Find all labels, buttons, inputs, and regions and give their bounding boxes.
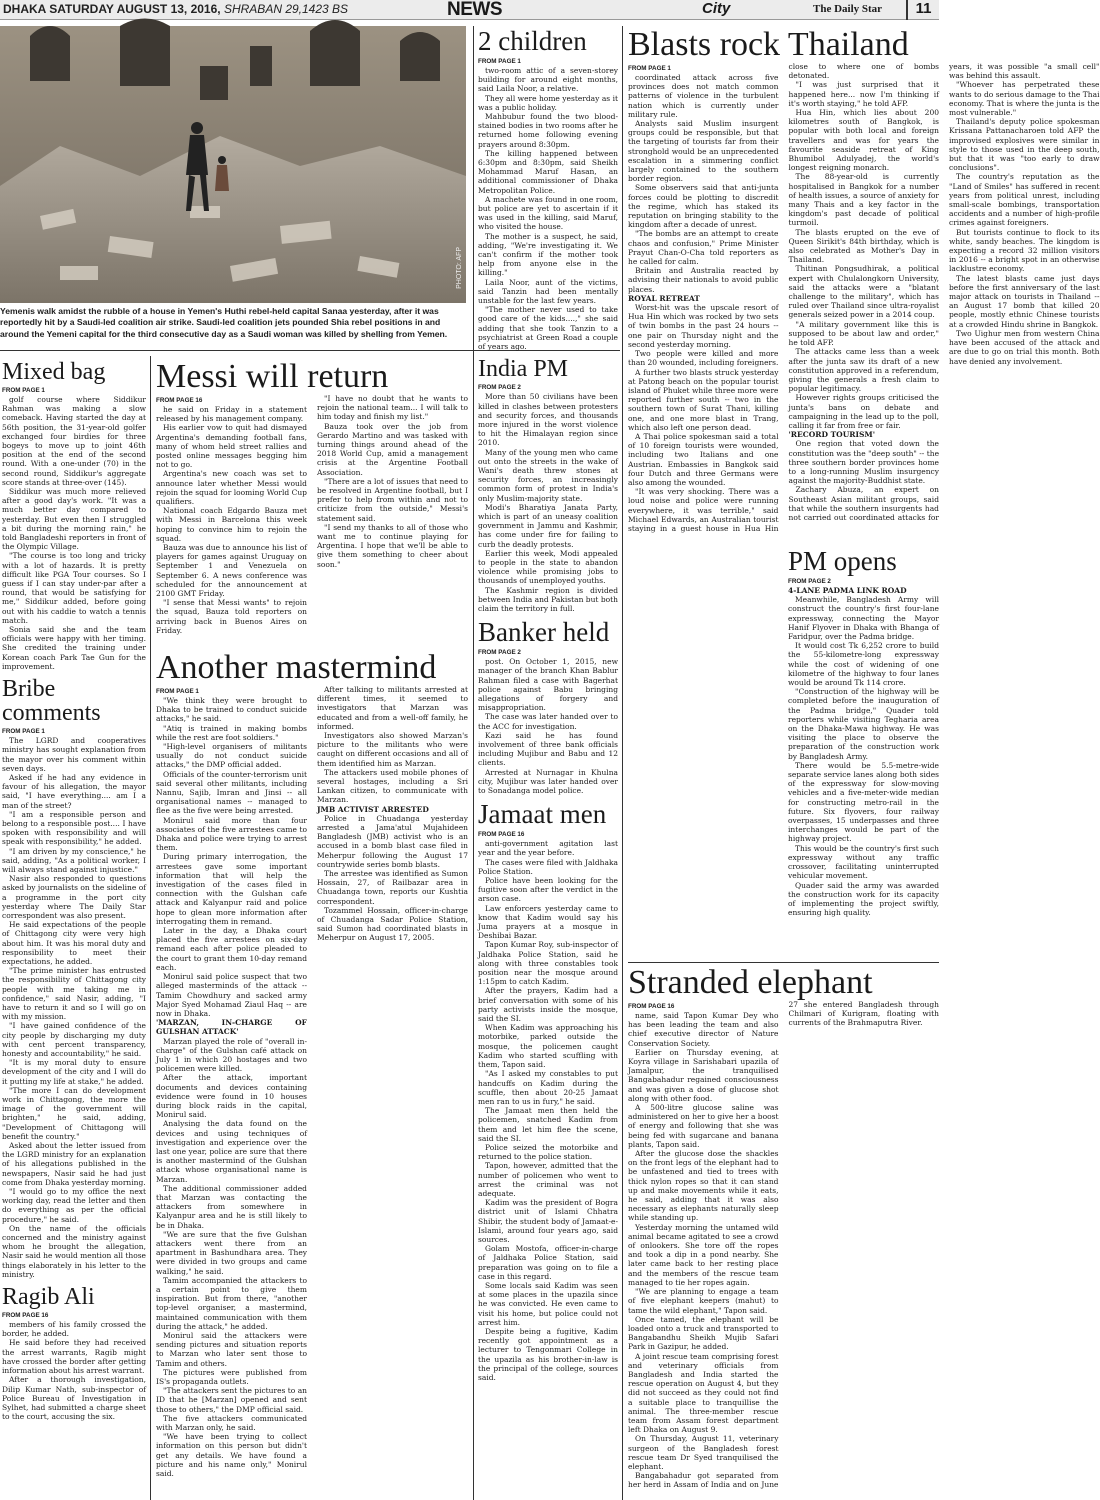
story-body	[2, 736, 146, 1279]
paragraph: "The course is too long and tricky with a lot of hazards. It is pretty difficult like PGA Tour courses. So I guess if I can stay under-par after a round, that would be satisfying for me," Siddikur added, before going out with his caddie to watch a tennis match.	[2, 551, 146, 625]
paragraph: Argentina's new coach was set to announce later whether Messi would rejoin the squad for looming World Cup qualifiers.	[156, 469, 307, 507]
story-body	[478, 657, 618, 795]
jump-label: FROM PAGE 1	[628, 65, 671, 72]
paragraph: Tozammel Hossain, officer-in-charge of Chuadanga Sadar Police Station, said Sumon had coordinated blasts in Meherpur on August 17, 2005.	[317, 905, 468, 943]
paragraph: "We think they were brought to Dhaka to be trained to conduct suicide attacks," he said.	[156, 696, 307, 724]
paragraph: After talking to militants arrested at different times, it seemed to investigators that Marzan was educated and from a well-off family, he informed.	[317, 685, 468, 731]
story-body	[156, 394, 468, 640]
paragraph: Earlier on Thursday evening, at Koyra village in Sarishabari upazila of Jamalpur, the tranquilised Bangabahadur regained consciousness and was given a dose of glucose shot along with other food.	[628, 1047, 779, 1103]
paragraph: Many of the young men who came out onto the streets in the wake of Wani's death threw stones at security forces, an increasingly common form of protest in India's only Muslim-majority state.	[478, 447, 618, 503]
story-blasts-rock-thailand	[628, 26, 1100, 544]
paragraph: Police seized the motorbike and returned to the police station.	[478, 1142, 618, 1162]
paragraph: Nasir also responded to questions asked by journalists on the sideline of a programme in the port city yesterday where The Daily Star correspondent was also present.	[2, 874, 146, 920]
paragraph: The case was later handed over to the ACC for investigation.	[478, 712, 618, 731]
paragraph: Analysts said Muslim insurgent groups could be responsible, but that the targeting of tourists far from their stronghold would be an unprecedented escalation in a simmering conflict largely contained to the southern border region.	[628, 119, 779, 184]
paragraph: The attacks came less than a week after the junta saw its draft of a new constitution approved in a referendum, giving the generals a fresh claim to popular legitimacy.	[788, 347, 939, 394]
paragraph: "The more I can do development work in Chittagong, the more the image of the government will brighten," he said, adding, "Development of Chittagong will benefit the country."	[2, 1085, 146, 1141]
paragraph: The latest blasts came just days before the first anniversary of the last major attack on tourists in Thailand -- an August 17 bomb that killed 20 people, mostly ethnic Chinese tourists at a crowded Hindu shrine in Bangkok.	[949, 273, 1100, 329]
story-body	[788, 586, 939, 917]
paragraph: Britain and Australia reacted by advising their nationals to avoid public places.	[628, 266, 779, 294]
paragraph: There would be 5.5-metre-wide separate service lanes along both sides of the expressway for slow-moving vehicles and a five-meter-wide median for constructing metro-rail in the future. Six flyovers, four railway overpasses, 15 underpasses and three interchanges would be part of the highway project.	[788, 760, 939, 844]
story-mixed-bag	[2, 360, 146, 671]
story-banker-held	[478, 619, 618, 795]
paragraph: he said on Friday in a statement released by his management company.	[156, 405, 307, 424]
paragraph: ROYAL RETREAT	[628, 293, 700, 303]
paragraph: Two Uighur men from western China have been accused of the attack and are due to go on trial this month. Both have denied any involvement.	[949, 328, 1100, 366]
story-india-pm	[478, 357, 618, 613]
paragraph: Kazi said he has found involvement of three bank officials including Mujibur and Babu and 12 clients.	[478, 730, 618, 768]
paragraph: golf course where Siddikur Rahman was making a slow comeback. Having started the day at 56th position, the 31-year-old golfer exchanged four birdies for three bogeys to move up to joint 46th position at the end of the second round. With a one-under (70) in the second round, Siddikur's aggregate score stands at three-over (145).	[2, 395, 146, 487]
story-another-mastermind	[156, 651, 468, 1500]
paragraph: "We are sure that the five Gulshan attackers went there from an apartment in Bashundhara area. They were divided in two groups and came walking," he said.	[156, 1229, 307, 1276]
paragraph: The five attackers communicated with Marzan only, he said.	[156, 1413, 307, 1433]
paragraph: During primary interrogation, the arrestees gave some important information that will help the investigation of the cases filed in connection with the Gulshan cafe attack and Kalyanpur raid and police hope to glean more information after interrogating them in remand.	[156, 852, 307, 926]
paragraph: The mother is a suspect, he said, adding, "We're investigating it. We can't confirm if the mother took help from anyone else in the killing."	[478, 231, 618, 278]
paragraph: Tamim accompanied the attackers to a certain point to give them inspiration. But from there, "another top-level organiser, a mastermind, maintained communication with them during the attack," he added.	[156, 1275, 307, 1331]
paragraph: Police in Chuadanga yesterday arrested a Jama'atul Mujahideen Bangladesh (JMB) activist who is an accused in a bomb blast case filed in Meherpur following the August 17 countrywide series bomb blasts.	[317, 813, 468, 869]
headline: Mixed bag	[2, 359, 106, 385]
story-pm-opens	[788, 548, 939, 960]
story-messi	[156, 360, 468, 646]
paragraph: "I would go to my office the next working day, read the letter and then do everything as per the official procedure," he said.	[2, 1187, 146, 1224]
paragraph: After the glucose dose the shackles on the front legs of the elephant had to be unfastened and tied to trees with thick nylon ropes so that it can stand up and make movements while it eats, he said, adding that it was also necessary as elephants naturally sleep while standing up.	[628, 1149, 779, 1223]
paragraph: Some observers said that anti-junta forces could be plotting to discredit the regime, which has staked its reputation on bringing stability to the kingdom after a decade of unrest.	[628, 183, 779, 230]
paragraph: "As I asked my constables to put handcuffs on Kadim during the scuffle, then about 20-25 Jamaat men ran to us in fury," he said.	[478, 1069, 618, 1106]
divider	[622, 26, 623, 1500]
headline: Banker held	[478, 617, 610, 648]
paragraph: "The bombs are an attempt to create chaos and confusion," Prime Minister Prayut Chan-O-Cha told reporters as he called for calm.	[628, 229, 779, 267]
story-body	[2, 1320, 146, 1421]
paragraph: Tapon, however, admitted that the number of policemen who went to arrest the criminal was not adequate.	[478, 1161, 618, 1198]
paragraph: "I have no doubt that he wants to rejoin the national team... I will talk to him today and finish my list."	[317, 394, 468, 422]
paragraph: "Construction of the highway will be completed before the inauguration of the Padma bridge," Quader told reporters while visiting Tegharia area on the Dhaka-Mawa highway. He was visiting the place to observe the preparation of the construction work by Bangladesh Army.	[788, 687, 939, 761]
paragraph: Bauza took over the job from Gerardo Martino and was tasked with turning things around ahead of the 2018 World Cup, amid a management crisis at the Argentine Football Association.	[317, 421, 468, 477]
paragraph: A 500-litre glucose saline was administered on her to give her a boost of energy and following that she was being fed with sugarcane and banana plants, Tapon said.	[628, 1103, 779, 1149]
paragraph: Worst-hit was the upscale resort of Hua Hin which was rocked by two sets of twin bombs in the past 24 hours -- one pair on Thursday night and the second yesterday morning.	[628, 303, 779, 349]
paragraph: Kadim was the president of Bogra district unit of Islami Chhatra Shibir, the student body of Jamaat-e-Islami, around four years ago, said sources.	[478, 1198, 618, 1244]
paragraph: "High-level organisers of militants usually do not conduct suicide attacks," the DMP official added.	[156, 742, 307, 770]
issue-date: DHAKA SATURDAY AUGUST 13, 2016, SHRABAN 29,1423 BS	[3, 2, 349, 16]
paragraph: "It was very shocking. There was a loud noise and police were running everywhere, it was terrible," said Michael Edwards, an Australian tourist staying in a guest house in Hua Hin close to where one of bombs detonated.	[628, 62, 939, 533]
headline: Jamaat men	[478, 799, 607, 830]
paragraph: Two people were killed and more than 20 wounded, including foreigners.	[628, 349, 779, 368]
paragraph: "The mother never used to take good care of the kids....," she said adding that she took Tanzin to a psychiatrist at Green Road a couple of years ago.	[478, 305, 618, 352]
paragraph: Modi's Bharatiya Janata Party, which is part of an uneasy coalition government in Jammu and Kashmir, has come under fire for failing to curb the deadly protests.	[478, 502, 618, 549]
paragraph: A Thai police spokesman said a total of 10 foreign tourists were wounded, including two Italians and one Austrian. Embassies in Bangkok said four Dutch and three Germans were also among the wounded.	[628, 431, 779, 487]
headline: PM opens	[788, 546, 897, 576]
story-body	[628, 1000, 939, 1496]
jump-label: FROM PAGE 1	[2, 387, 45, 394]
paragraph: On the name of the officials concerned and the ministry against whom he brought the allegation, Nasir said he would mention all those things elaborately in his letter to the ministry.	[2, 1223, 146, 1279]
paragraph: members of his family crossed the border, he added.	[2, 1320, 146, 1339]
paragraph: After the prayers, Kadim had a brief conversation with some of his party activists inside the mosque, said the SI.	[478, 986, 618, 1024]
paragraph: A machete was found in one room, but police are yet to ascertain if it was used in the killing, said Maruf, who visited the house.	[478, 194, 618, 232]
paragraph: Law enforcers yesterday came to know that Kadim would say his Juma prayers at a mosque in Deshibai Bazar.	[478, 903, 618, 941]
paragraph: Hua Hin, which lies about 200 kilometres south of Bangkok, is popular with both local and foreign travellers and was for years the favourite seaside retreat of King Bhumibol Adulyadej, the world's longest reigning monarch.	[788, 108, 939, 173]
paragraph: coordinated attack across five provinces does not match common patterns of violence in the turbulent nation which is currently under military rule.	[628, 73, 779, 119]
paragraph: He said expectations of the people of Chittagong city were very high about him. It was his moral duty and responsibility to meet their expectations, he added.	[2, 920, 146, 966]
paragraph: name, said Tapon Kumar Dey who has been leading the team and also chief executive director of Nature Conservation Society.	[628, 1011, 779, 1048]
story-body	[156, 685, 468, 1493]
headline: 2 children	[478, 26, 587, 56]
story-body	[478, 839, 618, 1382]
paragraph: Yesterday morning the untamed wild animal became agitated to see a crowd of onlookers. She tore off the ropes and took a dip in a pond nearby. She later came back to her resting place and the members of the rescue team managed to tie her ropes again.	[628, 1222, 779, 1287]
paragraph: Asked about the letter issued from the LGRD ministry for an explanation of his allegations published in the newspapers, Nasir said he had just come from Dhaka yesterday morning.	[2, 1141, 146, 1187]
story-2-children	[478, 28, 618, 351]
paragraph: Tapon Kumar Roy, sub-inspector of Jaldhaka Police Station, said he along with three constables took position near the mosque around 1:15pm to catch Kadim.	[478, 940, 618, 987]
paragraph: Zachary Abuza, an expert on Southeast Asian militant groups, said that while the southern insurgents had not carried out coordinated attacks for years, it was possible "a small cell" was behind this assault.	[788, 62, 1100, 522]
divider	[473, 26, 474, 1500]
paragraph: Bauza was due to announce his list of players for games against Uruguay on September 1 and Venezuela on September 6. A news conference was scheduled for the announcement at 2100 GMT Friday.	[156, 543, 307, 599]
paragraph: Monirul said police suspect that two alleged masterminds of the attack -- Tamim Chowdhury and sacked army Major Syed Mohamad Ziaul Haq -- are now in Dhaka.	[156, 972, 307, 1018]
story-body	[2, 395, 146, 671]
paragraph: National coach Edgardo Bauza met with Messi in Barcelona this week hoping to convince him to rejoin the squad.	[156, 506, 307, 543]
paragraph: Golam Mostofa, officer-in-charge of Jaldhaka Police Station, said preparation was going on to file a case in this regard.	[478, 1244, 618, 1281]
paragraph: Arrested at Nurnagar in Khulna city, Mujibur was later handed over to Sonadanga model police.	[478, 767, 618, 796]
photo-caption: Yemenis walk amidst the rubble of a house in Yemen's Huthi rebel-held capital Sanaa yesterday, after it was reportedly hit by a Saudi-led coalition air strike. Saudi-led coalition jets pounded Shia rebel positions in and around the Yemeni capital for the third consecutive day as a Saudi woman was killed by shelling from Yemen.	[0, 306, 448, 339]
section-name: NEWS	[447, 0, 502, 20]
headline: Messi will return	[156, 358, 389, 395]
jump-label: FROM PAGE 16	[478, 831, 525, 839]
paragraph: Earlier this week, Modi appealed to people in the state to abandon violence while promising jobs to thousands of unemployed youths.	[478, 548, 618, 586]
paragraph: Once tamed, the elephant will be loaded onto a truck and transported to Bangabandhu Sheikh Mujib Safari Park in Gazipur, he added.	[628, 1314, 779, 1352]
paragraph: "It is my moral duty to ensure development of the city and I will do it putting my life at stake," he added.	[2, 1058, 146, 1086]
story-stranded-elephant	[628, 966, 939, 1500]
headline: Blasts rock Thailand	[628, 26, 909, 63]
paragraph: "I am a responsible person and belong to a responsible post.... I have spoken with responsibility and will speak with responsibility," he added.	[2, 809, 146, 847]
paragraph: Meanwhile, Bangladesh Army will construct the country's first four-lane expressway, connecting the Mayor Hanif Flyover in Dhaka with Bhanga of Faridpur, over the Padma bridge.	[788, 595, 939, 642]
paragraph: 'RECORD TOURISM'	[788, 430, 876, 440]
column-left	[2, 360, 146, 1500]
paragraph: Thitinan Pongsudhirak, a political expert with Chulalongkorn University, said the attacks were a "blatant challenge to the military", which has ruled over Thailand since ultra-royalist generals seized power in a 2014 coup.	[788, 264, 939, 320]
paragraph: Bangabahadur got separated from her herd in Assam of India and on June 27 she entered Bangladesh through Chilmari of Kurigram, floating with currents of the Brahmaputra River.	[628, 1000, 939, 1490]
jump-label: FROM PAGE 2	[788, 578, 831, 585]
paragraph: One region that voted down the constitution was the "deep south" -- the three southern border provinces home to a long-running Muslim insurgency against the majority-Buddhist state.	[788, 439, 940, 486]
paragraph: The LGRD and cooperatives ministry has sought explanation from the mayor over his comment within seven days.	[2, 736, 146, 773]
paragraph: Police have been looking for the fugitive soon after the verdict in the arson case.	[478, 876, 618, 904]
jump-label: FROM PAGE 16	[2, 1312, 49, 1320]
headline: Another mastermind	[156, 649, 437, 686]
photo-credit: PHOTO: AFP	[456, 247, 463, 289]
paragraph: "We have been trying to collect information on this person but didn't get any details. We have found a picture and his name only," Monirul said.	[156, 1432, 307, 1479]
paragraph: "I am driven by my conscience," he said, adding, "As a political worker, I will always stand against injustice."	[2, 846, 146, 874]
page-header	[0, 0, 939, 20]
paragraph: The blasts erupted on the eve of Queen Sirikit's 84th birthday, which is also celebrated as Mother's Day in Thailand.	[788, 227, 939, 265]
jump-label: FROM PAGE 16	[156, 397, 203, 404]
paragraph: Later in the day, a Dhaka court placed the five arrestees on six-day remand each after police pleaded to the court to grant them 10-day remand each.	[156, 926, 307, 972]
jump-label: FROM PAGE 16	[628, 1003, 675, 1010]
masthead-logo: The Daily Star	[813, 3, 883, 15]
paragraph: Monirul said more than four associates of the five arrestees came to Dhaka and police were trying to arrest them.	[156, 815, 307, 853]
paragraph: After a thorough investigation, Dilip Kumar Nath, sub-inspector of Police Bureau of Investigation in Sylhet, had submitted a charge sheet to the court, accusing the six.	[2, 1375, 146, 1422]
jump-label: FROM PAGE 1	[2, 728, 45, 736]
paragraph: After the attack, important documents and devices containing evidence were found in 10 houses during block raids in the capital, Monirul said.	[156, 1073, 307, 1120]
paragraph: The pictures were published from IS's propaganda outlets.	[156, 1367, 307, 1387]
paragraph: The attackers used mobile phones of several hostages, including a Sri Lankan citizen, to communicate with Marzan.	[317, 767, 468, 805]
paragraph: anti-government agitation last year and the year before.	[478, 839, 618, 858]
news-photo	[0, 26, 466, 303]
jump-label: FROM PAGE 2	[478, 649, 521, 657]
jump-label: FROM PAGE 1	[478, 58, 521, 65]
paragraph: The Kashmir region is divided between India and Pakistan but both claim the territory in full.	[478, 585, 618, 613]
paragraph: 4-LANE PADMA LINK ROAD	[788, 586, 907, 595]
paragraph: The arrestee was identified as Sumon Hossain, 27, of Railbazar area in Chuadanga town, reports our Kushtia correspondent.	[317, 869, 468, 906]
page-number: 11	[906, 0, 939, 20]
divider	[628, 962, 939, 963]
paragraph: Sonia said she and the team officials were happy with her timing. She credited the training under Korean coach Park Tae Gun for the improvement.	[2, 625, 146, 671]
story-body	[628, 62, 1100, 540]
divider	[150, 356, 151, 1500]
paragraph: The cases were filed with Jaldhaka Police Station.	[478, 857, 618, 876]
paragraph: "We are planning to engage a team of five elephant keepers (mahut) to tame the wild elephant," Tapon said.	[628, 1287, 779, 1315]
paragraph: More than 50 civilians have been killed in clashes between protesters and security forces, and thousands more injured in the worst violence to hit the Himalayan region since 2010.	[478, 392, 618, 448]
paragraph: They all were home yesterday as it was a public holiday.	[478, 93, 618, 112]
paragraph: Officials of the counter-terrorism unit said several other militants, including Nannu, Sajib, Imran and Jinsi -- all organisational names -- managed to flee as the five were being arrested.	[156, 769, 307, 816]
paragraph: "I sense that Messi wants" to rejoin the squad, Bauza told reporters on arriving back in Buenos Aires on Friday.	[156, 598, 307, 635]
paragraph: Siddikur was much more relieved after a good day's work. "It was a much better day compared to yesterday. But even then I struggled a bit during the morning rain," he told Bangladeshi reporters in front of the Olympic Village.	[2, 487, 146, 552]
paragraph: "I was just surprised that it happened here... now I'm thinking if it's worth staying," he told AFP.	[788, 80, 939, 108]
paragraph: "I send my thanks to all of those who want me to continue playing for Argentina. I hope that we'll be able to give them something to cheer about soon."	[317, 522, 468, 569]
paragraph: "Whoever has perpetrated these wants to do serious damage to the Thai economy. That is where the junta is the most vulnerable."	[949, 80, 1100, 118]
paragraph: 'MARZAN, IN-CHARGE OF GULSHAN ATTACK'	[156, 1018, 307, 1037]
paragraph: "Atiq is trained in making bombs while the rest are foot soldiers."	[156, 723, 307, 742]
paragraph: This would be the country's first such expressway without any traffic crossover, facilitating uninterrupted vehicular movement.	[788, 843, 939, 881]
headline: India PM	[478, 356, 568, 383]
paragraph: "The prime minister has entrusted the responsibility of Chittagong city people with me taking me in confidence," said Nasir, adding, "I have to return it and so I will go on with my mission.	[2, 966, 146, 1022]
paragraph: Thailand's deputy police spokesman Krissana Pattanacharoen told AFP the improvised explosives were similar in style to those used in the deep south, but that it was "too early to draw conclusions".	[949, 117, 1100, 173]
paragraph: "The attackers sent the pictures to an ID that he [Marzan] opened and sent those to others," the DMP official said.	[156, 1386, 307, 1414]
paragraph: Despite being a fugitive, Kadim recently got appointment as a lecturer to Tengonmari College in the upazila as his brother-in-law is the principal of the college, sources said.	[478, 1326, 618, 1382]
paragraph: A joint rescue team comprising forest and veterinary officials from Bangladesh and India started the rescue operation on August 4, but they did not succeed as they could not find a suitable place to tranquillise the animal. The three-member rescue team from Assam forest department left Dhaka on August 9.	[628, 1351, 779, 1435]
paragraph: When Kadim was approaching his motorbike, parked outside the mosque, the policemen caught Kadim who started scuffling with them, Tapon said.	[478, 1023, 618, 1070]
paragraph: However rights groups criticised the junta's bans on debate and campaigning in the lead up to the poll, calling it far from free or fair.	[788, 393, 939, 430]
paragraph: Laila Noor, aunt of the victims, said Tanzin had been mentally unstable for the last few years.	[478, 277, 618, 306]
headline: Stranded elephant	[628, 964, 873, 1001]
story-body	[478, 392, 618, 613]
paragraph: JMB ACTIVIST ARRESTED	[317, 804, 429, 814]
paragraph: Monirul said the attackers were sending pictures and situation reports to Marzan who later sent those to Tamim and others.	[156, 1331, 307, 1368]
headline: Bribe comments	[2, 676, 101, 727]
paragraph: His earlier vow to quit had dismayed Argentina's demanding football fans, many of whom held street rallies and posted online messages begging him not to go.	[156, 423, 307, 470]
paragraph: post. On October 1, 2015, new manager of the branch Khan Bablur Rahman filed a case with Bagerhat police against Babu bringing allegations of forgery and misappropriation.	[478, 657, 618, 713]
jump-label: FROM PAGE 2	[478, 384, 521, 392]
headline: Ragib Ali	[2, 1284, 95, 1311]
paragraph: Asked if he had any evidence in favour of his allegation, the mayor said, "I have everything.... am I a man of the street?	[2, 772, 146, 810]
paragraph: On Thursday, August 11, veterinary surgeon of the Bangladesh forest rescue team Dr Syed tranquilised the elephant.	[628, 1434, 779, 1471]
paragraph: The additional commissioner added that Marzan was contacting the attackers from somewhere in Kalyanpur area and he is still likely to be in Dhaka.	[156, 1183, 307, 1230]
paragraph: Analysing the data found on the devices and using techniques of investigation and experience over the last one year, police are sure that there is another mastermind of the Gulshan attack whose organisational name is Marzan.	[156, 1119, 307, 1184]
paragraph: Quader said the army was awarded the construction work for its capacity of implementing the project swiftly, ensuring high quality.	[788, 880, 939, 918]
paragraph: A further two blasts struck yesterday at Patong beach on the popular tourist island of Phuket while three more were reported further south -- two in the southern town of Surat Thani, killing one, and one more blast in Trang, which also left one person dead.	[628, 367, 779, 432]
paragraph: Marzan played the role of "overall in-charge" of the Gulshan café attack on July 1 in which 20 hostages and two policemen were killed.	[156, 1036, 307, 1074]
column-middle	[478, 28, 618, 1500]
paragraph: The killing happened between 6:30pm and 8:30pm, said Sheikh Mohammad Maruf Hasan, an additional commissioner of Dhaka Metropolitan Police.	[478, 148, 618, 195]
paragraph: Some locals said Kadim was seen at some places in the upazila since he was convicted. He even came to visit his home, but police could not arrest him.	[478, 1280, 618, 1327]
paragraph: But tourists continue to flock to its white, sandy beaches. The kingdom is expecting a record 32 million visitors in 2016 -- a bright spot in an otherwise lacklustre economy.	[949, 227, 1100, 274]
paragraph: The Jamaat men then held the policemen, snatched Kadim from them and let him flee the scene, said the SI.	[478, 1106, 618, 1143]
paragraph: It would cost Tk 6,252 crore to build the 55-kilometre-long expressway while the cost of widening of one kilometre of the highway to four lanes would be around Tk 114 crore.	[788, 641, 939, 688]
paragraph: Mahbubur found the two blood-stained bodies in two rooms after he returned home following evening prayers around 8:30pm.	[478, 112, 618, 149]
paragraph: two-room attic of a seven-storey building for around eight months, said Laila Noor, a relative.	[478, 66, 618, 94]
paragraph: The 88-year-old is currently hospitalised in Bangkok for a number of health issues, a source of anxiety for many Thais and a key factor in the kingdom's past decade of political turmoil.	[788, 172, 939, 228]
jump-label: FROM PAGE 1	[156, 688, 199, 695]
paragraph: He said before they had received the arrest warrants, Ragib might have crossed the border after getting information about his arrest warrant.	[2, 1338, 146, 1376]
paragraph: "There are a lot of issues that need to be resolved in Argentine football, but I prefer to help from within and not to criticize from the outside," Messi's statement said.	[317, 476, 468, 523]
paragraph: "I have gained confidence of the city people by discharging my duty with cent percent transparency, honesty and accountability," he said.	[2, 1021, 146, 1058]
story-jamaat-men	[478, 801, 618, 1382]
story-body	[478, 66, 618, 351]
subsection-name: City	[702, 0, 731, 17]
paragraph: "A military government like this is supposed to be about law and order," he told AFP.	[788, 319, 939, 348]
paragraph: The country's reputation as the "Land of Smiles" has suffered in recent years from political unrest, including small-scale bombings, transportation accidents and a number of high-profile crimes against foreigners.	[949, 172, 1100, 228]
paragraph: Investigators also showed Marzan's picture to the militants who were caught on different occasions and all of them identified him as Marzan.	[317, 731, 468, 768]
story-bribe	[2, 677, 146, 1279]
story-ragib-ali	[2, 1285, 146, 1421]
